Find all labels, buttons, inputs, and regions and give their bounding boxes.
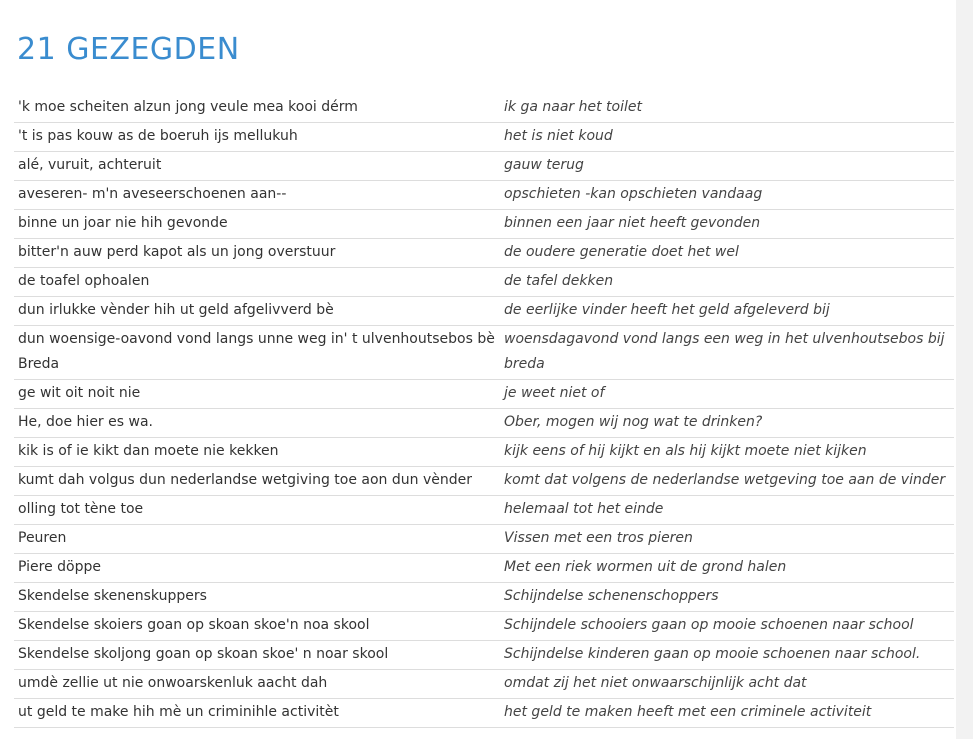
table-row xyxy=(14,554,954,583)
sayings-table-body xyxy=(14,94,954,728)
dialect-saying: He, doe hier es wa. xyxy=(14,409,500,438)
dialect-saying: olling tot tène toe xyxy=(14,496,500,525)
dialect-saying: Piere döppe xyxy=(14,554,500,583)
saying-meaning: Ober, mogen wij nog wat te drinken? xyxy=(500,409,954,438)
table-row xyxy=(14,525,954,554)
dialect-saying: kumt dah volgus dun nederlandse wetgiving toe aon dun vènder xyxy=(14,467,500,496)
saying-meaning: ik ga naar het toilet xyxy=(500,94,954,123)
saying-meaning: Schijndelse kinderen gaan op mooie schoenen naar school. xyxy=(500,641,954,670)
dialect-saying: de toafel ophoalen xyxy=(14,268,500,297)
saying-meaning: je weet niet of xyxy=(500,380,954,409)
table-row xyxy=(14,467,954,496)
dialect-saying: binne un joar nie hih gevonde xyxy=(14,210,500,239)
dialect-saying: kik is of ie kikt dan moete nie kekken xyxy=(14,438,500,467)
dialect-saying: dun woensige-oavond vond langs unne weg in' t ulvenhoutsebos bè Breda xyxy=(14,326,500,380)
saying-meaning: het geld te maken heeft met een criminele activiteit xyxy=(500,699,954,728)
saying-meaning: de oudere generatie doet het wel xyxy=(500,239,954,268)
saying-meaning: de eerlijke vinder heeft het geld afgeleverd bij xyxy=(500,297,954,326)
table-row xyxy=(14,699,954,728)
dialect-saying: 'k moe scheiten alzun jong veule mea kooi dérm xyxy=(14,94,500,123)
dialect-saying: Peuren xyxy=(14,525,500,554)
saying-meaning: het is niet koud xyxy=(500,123,954,152)
dialect-saying: bitter'n auw perd kapot als un jong overstuur xyxy=(14,239,500,268)
dialect-saying: ge wit oit noit nie xyxy=(14,380,500,409)
saying-meaning: Schijndelse schenenschoppers xyxy=(500,583,954,612)
saying-meaning: gauw terug xyxy=(500,152,954,181)
table-row xyxy=(14,210,954,239)
saying-meaning: woensdagavond vond langs een weg in het ulvenhoutsebos bij breda xyxy=(500,326,954,380)
page-gutter xyxy=(956,0,973,739)
saying-meaning: kijk eens of hij kijkt en als hij kijkt moete niet kijken xyxy=(500,438,954,467)
table-row xyxy=(14,268,954,297)
dialect-saying: 't is pas kouw as de boeruh ijs mellukuh xyxy=(14,123,500,152)
dialect-saying: ut geld te make hih mè un criminihle activitèt xyxy=(14,699,500,728)
saying-meaning: opschieten -kan opschieten vandaag xyxy=(500,181,954,210)
sayings-table xyxy=(14,94,954,728)
dialect-saying: Skendelse skoiers goan op skoan skoe'n noa skool xyxy=(14,612,500,641)
saying-meaning: binnen een jaar niet heeft gevonden xyxy=(500,210,954,239)
dialect-saying: Skendelse skenenskuppers xyxy=(14,583,500,612)
table-row xyxy=(14,612,954,641)
saying-meaning: Vissen met een tros pieren xyxy=(500,525,954,554)
table-row xyxy=(14,380,954,409)
table-row xyxy=(14,583,954,612)
table-row xyxy=(14,670,954,699)
dialect-saying: dun irlukke vènder hih ut geld afgelivverd bè xyxy=(14,297,500,326)
table-row xyxy=(14,239,954,268)
table-row xyxy=(14,152,954,181)
table-row xyxy=(14,123,954,152)
table-row xyxy=(14,438,954,467)
saying-meaning: Schijndele schooiers gaan op mooie schoenen naar school xyxy=(500,612,954,641)
page-title: 21 GEZEGDEN xyxy=(17,32,240,67)
saying-meaning: omdat zij het niet onwaarschijnlijk acht dat xyxy=(500,670,954,699)
dialect-saying: alé, vuruit, achteruit xyxy=(14,152,500,181)
saying-meaning: helemaal tot het einde xyxy=(500,496,954,525)
saying-meaning: komt dat volgens de nederlandse wetgeving toe aan de vinder xyxy=(500,467,954,496)
table-row xyxy=(14,94,954,123)
dialect-saying: umdè zellie ut nie onwoarskenluk aacht dah xyxy=(14,670,500,699)
table-row xyxy=(14,181,954,210)
saying-meaning: de tafel dekken xyxy=(500,268,954,297)
dialect-saying: aveseren- m'n aveseerschoenen aan-- xyxy=(14,181,500,210)
table-row xyxy=(14,409,954,438)
dialect-saying: Skendelse skoljong goan op skoan skoe' n noar skool xyxy=(14,641,500,670)
table-row xyxy=(14,297,954,326)
table-row xyxy=(14,496,954,525)
table-row xyxy=(14,326,954,380)
saying-meaning: Met een riek wormen uit de grond halen xyxy=(500,554,954,583)
table-row xyxy=(14,641,954,670)
